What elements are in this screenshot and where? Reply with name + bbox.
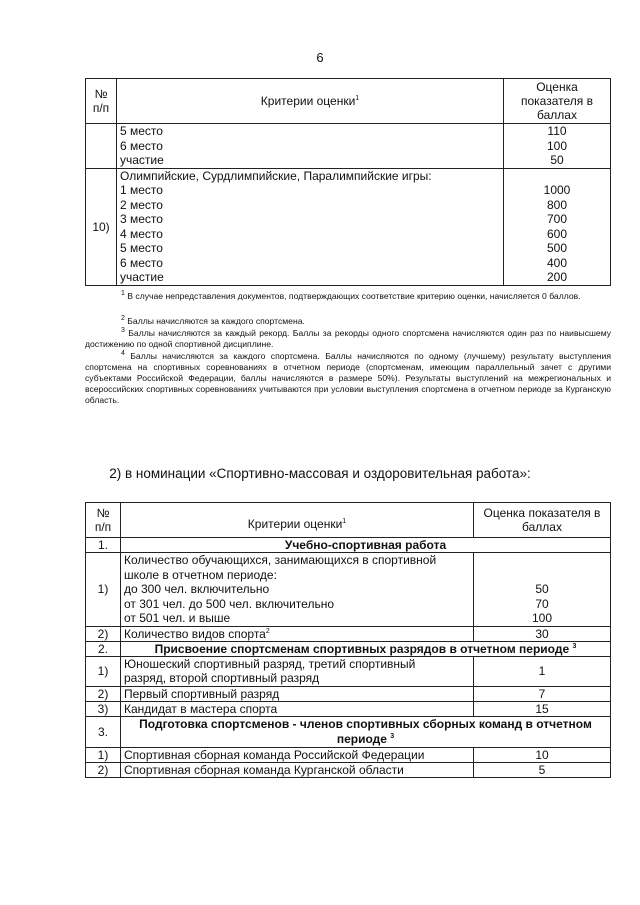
score-cell: 50 70 100	[474, 553, 611, 627]
table-row: 1) Количество обучающихся, занимающихся в спортивной школе в отчетном периоде: до 300 чел. включительно от 301 чел. до 500 чел. включительно от 501 чел. и выше 50 70 100	[86, 553, 611, 627]
criteria-cell: Количество обучающихся, занимающихся в спортивной школе в отчетном периоде: до 300 чел. включительно от 301 чел. до 500 чел. включительно от 501 чел. и выше	[121, 553, 474, 627]
criteria-cell: Количество видов спорта$^2$	[121, 626, 474, 641]
table-row	[86, 124, 611, 169]
table-row: 2) Первый спортивный разряд 7	[86, 686, 611, 701]
table-header-row	[86, 79, 611, 124]
criteria-cell: Спортивная сборная команда Курганской области	[121, 762, 474, 777]
section-row: 2. Присвоение спортсменам спортивных разрядов в отчетном периоде $^3$	[86, 641, 611, 656]
score-cell: 10	[474, 747, 611, 762]
table-row-10	[86, 168, 611, 285]
header-num: № п/п	[86, 503, 121, 538]
criteria-cell: Кандидат в мастера спорта	[121, 701, 474, 716]
score-cell: 1	[474, 656, 611, 686]
score-cell: 5	[474, 762, 611, 777]
header-score: Оценка показателя в баллах	[474, 503, 611, 538]
section-title: Присвоение спортсменам спортивных разрядов в отчетном периоде $^3$	[121, 641, 611, 656]
score-cell: 30	[474, 626, 611, 641]
criteria-cell: Первый спортивный разряд	[121, 686, 474, 701]
olympic-scores: 1000 800 700 600 500 400 200	[504, 168, 611, 285]
footnote-2: $^2$ Баллы начисляются за каждого спортсмена.	[121, 315, 305, 326]
header-num: № п/п	[86, 79, 117, 124]
table-row: 2) Спортивная сборная команда Курганской области 5	[86, 762, 611, 777]
criteria-table-2	[85, 502, 611, 778]
section-title: Учебно-спортивная работа	[121, 538, 611, 553]
table-row: 2) Количество видов спорта$^2$ 30	[86, 626, 611, 641]
section-row: 1. Учебно-спортивная работа	[86, 538, 611, 553]
score-cell: 7	[474, 686, 611, 701]
continued-places: 5 место 6 место участие	[117, 124, 504, 169]
footnote-3: $^3$ Баллы начисляются за каждый рекорд. Баллы за рекорды одного спортсмена начисляются один раз по наивысшему достижению по одной спортивной дисциплине.	[85, 327, 611, 349]
table-header-row	[86, 503, 611, 538]
table-row: 3) Кандидат в мастера спорта 15	[86, 701, 611, 716]
header-score: Оценка показателя в баллах	[504, 79, 611, 124]
header-criteria: Критерии оценки$^1$	[117, 79, 504, 124]
row-number: 10)	[86, 168, 117, 285]
criteria-cell: Спортивная сборная команда Российской Федерации	[121, 747, 474, 762]
criteria-table-1	[85, 78, 611, 286]
footnote-4: $^4$ Баллы начисляются за каждого спортсмена. Баллы начисляются по одному (лучшему) результату выступления спортсмена на спортивных соревнованиях в отчетном периоде (спортсменам, имеющим параллельный зачет с другими субъектами Российской Федерации, баллы начисляются в размере 50%). Результаты выступлений на межрегиональных и всероссийских спортивных соревнованиях учитываются при условии выступления спортсмена в отчетном периоде за Курганскую область.	[85, 350, 612, 405]
olympic-places: Олимпийские, Сурдлимпийские, Паралимпийские игры: 1 место 2 место 3 место 4 место 5 место 6 место участие	[117, 168, 504, 285]
continued-scores: 110 100 50	[504, 124, 611, 169]
table-row: 1) Юношеский спортивный разряд, третий спортивный разряд, второй спортивный разряд 1	[86, 656, 611, 686]
page-number: 6	[316, 50, 324, 65]
header-criteria: Критерии оценки$^1$	[121, 503, 474, 538]
section-subheading: 2) в номинации «Спортивно-массовая и оздоровительная работа»:	[109, 466, 531, 481]
criteria-cell: Юношеский спортивный разряд, третий спортивный разряд, второй спортивный разряд	[121, 656, 474, 686]
footnote-1: $^1$ В случае непредставления документов, подтверждающих соответствие критерию оценки, начисляется 0 баллов.	[121, 290, 581, 301]
section-row: 3. Подготовка спортсменов - членов спортивных сборных команд в отчетном периоде $^3$	[86, 716, 611, 747]
score-cell: 15	[474, 701, 611, 716]
table-row: 1) Спортивная сборная команда Российской Федерации 10	[86, 747, 611, 762]
section-title: Подготовка спортсменов - членов спортивных сборных команд в отчетном периоде $^3$	[121, 716, 611, 747]
